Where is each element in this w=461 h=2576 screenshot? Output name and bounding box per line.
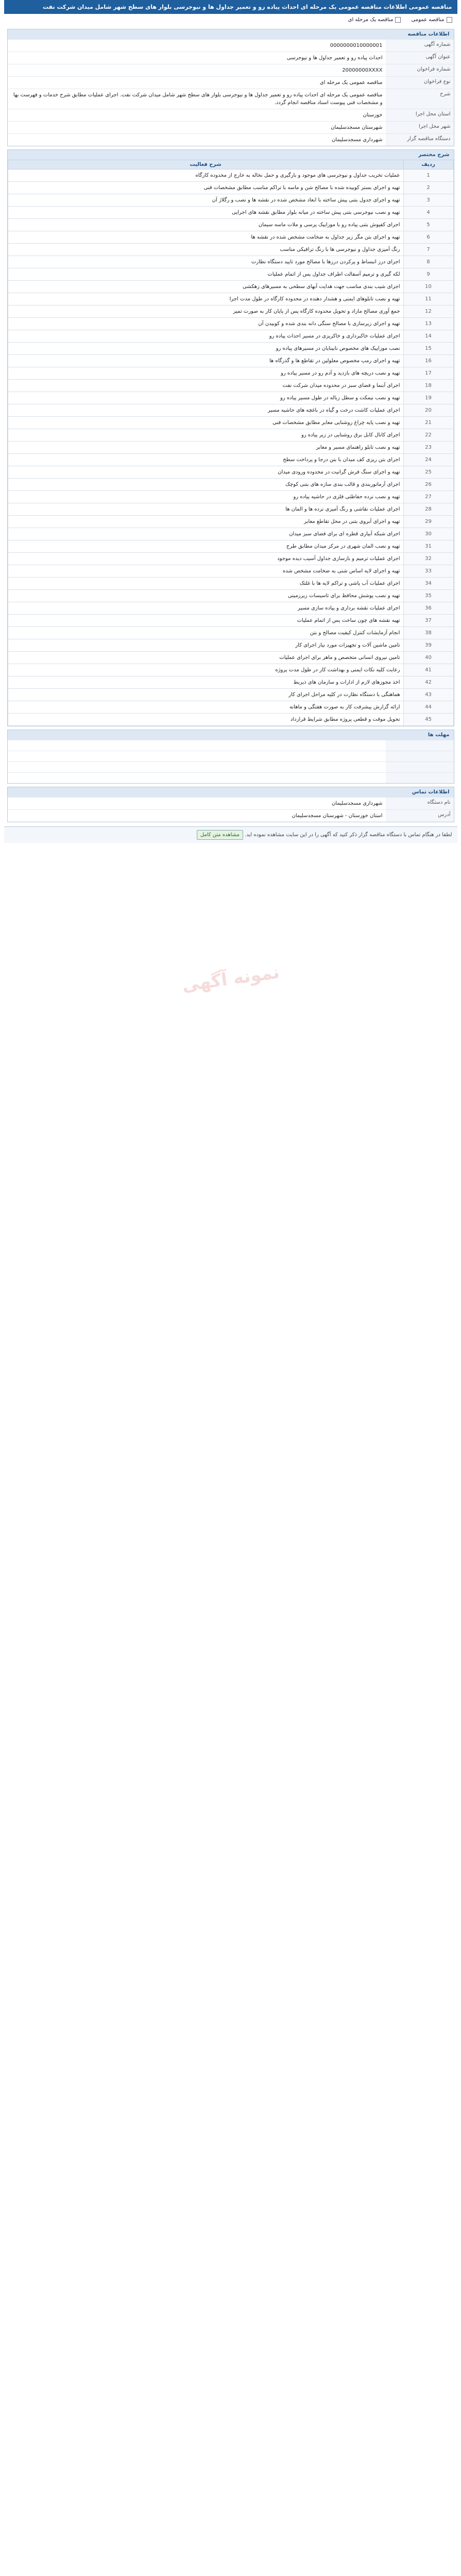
info-row: [8, 133, 454, 146]
table-row: [8, 466, 453, 479]
row-description: اجرای عملیات کاشت درخت و گیاه در باغچه های حاشیه مسیر: [8, 404, 403, 417]
row-number: 39: [403, 639, 453, 652]
row-description: انجام آزمایشات کنترل کیفیت مصالح و بتن: [8, 627, 403, 639]
table-row: [8, 652, 453, 664]
table-row: [8, 404, 453, 417]
items-section: [7, 149, 454, 726]
deadline-row: [8, 751, 454, 761]
row-number: 27: [403, 491, 453, 503]
table-row: [8, 417, 453, 429]
row-number: 42: [403, 676, 453, 689]
row-description: اجرای کفپوش بتنی پیاده رو با موزاییک پرسی و ملات ماسه سیمان: [8, 219, 403, 231]
info-label: عنوان آگهی: [386, 52, 454, 64]
deadline-value: [8, 740, 386, 751]
row-number: 2: [403, 182, 453, 194]
section-title: اطلاعات تماس: [8, 787, 454, 797]
row-number: 16: [403, 355, 453, 367]
table-row: [8, 219, 453, 231]
info-value: مناقصه عمومی یک مرحله ای: [319, 80, 383, 86]
row-description: تهیه و نصب تابلوهای ایمنی و هشدار دهنده در محدوده کارگاه در طول مدت اجرا: [8, 293, 403, 306]
row-description: تحویل موقت و قطعی پروژه مطابق شرایط قرارداد: [8, 714, 403, 726]
table-row: [8, 256, 453, 268]
table-row: [8, 182, 453, 194]
deadline-row: [8, 740, 454, 751]
row-description: تهیه و اجرای آبروی بتنی در محل تقاطع معابر: [8, 516, 403, 528]
row-description: تهیه و اجرای جدول بتنی پیش ساخته با ابعاد مشخص شده در نقشه ها و نصب و رگلاژ آن: [8, 194, 403, 207]
info-row: [8, 109, 454, 121]
info-label: شماره آگهی: [386, 40, 454, 52]
table-row: [8, 268, 453, 281]
row-number: 12: [403, 306, 453, 318]
row-number: 43: [403, 689, 453, 701]
row-description: لکه گیری و ترمیم آسفالت اطراف جداول پس از اتمام عملیات: [8, 268, 403, 281]
table-row: [8, 207, 453, 219]
row-description: تامین ماشین آلات و تجهیزات مورد نیاز اجرای کار: [8, 639, 403, 652]
table-row: [8, 231, 453, 244]
tender-info-section: [7, 29, 454, 146]
table-row: [8, 540, 453, 553]
page-title: مناقصه عمومی اطلاعات مناقصه عمومی یک مرحله ای احداث پیاده رو و تعمیر جداول ها و نیوجرسی بلوار های سطح شهر شامل میدان شرکت نفت: [4, 0, 457, 14]
info-value: احداث پیاده رو و تعمیر جداول ها و نیوجرسی: [286, 55, 383, 61]
info-rows: [8, 39, 454, 146]
table-row: [8, 602, 453, 615]
row-number: 11: [403, 293, 453, 306]
row-description: تهیه و اجرای بستر کوبیده شده با مصالح شن و ماسه با تراکم مناسب مطابق مشخصات فنی: [8, 182, 403, 194]
table-row: [8, 689, 453, 701]
deadline-label: [386, 762, 454, 772]
row-number: 31: [403, 540, 453, 553]
info-label: دستگاه مناقصه گزار: [386, 134, 454, 146]
row-description: اخذ مجوزهای لازم از ادارات و سازمان های ذیربط: [8, 676, 403, 689]
deadline-label: [386, 751, 454, 761]
table-row: [8, 318, 453, 330]
row-description: تهیه نقشه های چون ساخت پس از اتمام عملیات: [8, 615, 403, 627]
row-description: اجرای شبکه آبیاری قطره ای برای فضای سبز میدان: [8, 528, 403, 540]
row-number: 36: [403, 602, 453, 615]
checkbox-icon: [447, 17, 452, 23]
table-row: [8, 442, 453, 454]
row-description: رنگ آمیزی جداول و نیوجرسی ها با رنگ ترافیکی مناسب: [8, 244, 403, 256]
row-description: تهیه و نصب نیمکت و سطل زباله در طول مسیر پیاده رو: [8, 392, 403, 404]
row-description: اجرای کانال کابل برق روشنایی در زیر پیاده رو: [8, 429, 403, 442]
row-description: تهیه و نصب نیوجرسی بتنی پیش ساخته در میانه بلوار مطابق نقشه های اجرایی: [8, 207, 403, 219]
row-number: 38: [403, 627, 453, 639]
row-number: 33: [403, 565, 453, 578]
table-row: [8, 615, 453, 627]
row-description: اجرای آبنما و فضای سبز در محدوده میدان شرکت نفت: [8, 380, 403, 392]
deadline-value: [8, 762, 386, 772]
row-number: 10: [403, 281, 453, 293]
checkbox-label: مناقصه یک مرحله ای: [348, 17, 394, 23]
table-row: [8, 454, 453, 466]
row-description: تهیه و اجرای رمپ مخصوص معلولین در تقاطع ها و گذرگاه ها: [8, 355, 403, 367]
table-row: [8, 676, 453, 689]
row-description: ارائه گزارش پیشرفت کار به صورت هفتگی و ماهانه: [8, 701, 403, 714]
row-description: تهیه و نصب المان شهری در مرکز میدان مطابق طرح: [8, 540, 403, 553]
table-row: [8, 516, 453, 528]
contact-rows: [8, 797, 454, 822]
table-row: [8, 479, 453, 491]
table-row: [8, 701, 453, 714]
row-number: 26: [403, 479, 453, 491]
contact-value: شهرداری مسجدسلیمان: [332, 801, 383, 806]
table-row: [8, 503, 453, 516]
contact-section: [7, 787, 454, 822]
row-description: اجرای عملیات نقاشی و رنگ آمیزی نرده ها و المان ها: [8, 503, 403, 516]
column-header-desc: شرح فعالیت: [8, 160, 403, 170]
table-row: [8, 330, 453, 343]
row-number: 4: [403, 207, 453, 219]
row-description: اجرای درز انبساط و پرکردن درزها با مصالح مورد تایید دستگاه نظارت: [8, 256, 403, 268]
table-row: [8, 392, 453, 404]
row-description: تهیه و نصب پایه چراغ روشنایی معابر مطابق مشخصات فنی: [8, 417, 403, 429]
info-label: شرح: [386, 89, 454, 109]
row-number: 3: [403, 194, 453, 207]
row-description: تهیه و اجرای زیرسازی با مصالح سنگی دانه بندی شده و کوبیدن آن: [8, 318, 403, 330]
row-description: تهیه و نصب تابلو راهنمای مسیر و معابر: [8, 442, 403, 454]
row-number: 35: [403, 590, 453, 602]
row-description: هماهنگی با دستگاه نظارت در کلیه مراحل اجرای کار: [8, 689, 403, 701]
row-number: 8: [403, 256, 453, 268]
info-row: [8, 64, 454, 76]
row-number: 25: [403, 466, 453, 479]
info-row: [8, 39, 454, 52]
section-title: مهلت ها: [8, 730, 454, 740]
row-number: 1: [403, 170, 453, 182]
table-row: [8, 553, 453, 565]
footer-text: لطفا در هنگام تماس با دستگاه مناقصه گزار ذکر کنید که آگهی را در این سایت مشاهده نموده اید.: [245, 832, 452, 838]
deadline-value: [8, 773, 386, 783]
deadline-label: [386, 740, 454, 751]
table-row: [8, 565, 453, 578]
info-label: شماره فراخوان: [386, 64, 454, 76]
deadline-row: [8, 761, 454, 772]
row-number: 20: [403, 404, 453, 417]
row-number: 9: [403, 268, 453, 281]
deadlines-section: [7, 730, 454, 784]
table-row: [8, 627, 453, 639]
contact-row: [8, 797, 454, 809]
table-row: [8, 714, 453, 726]
table-row: [8, 590, 453, 602]
deadline-rows: [8, 740, 454, 783]
info-value: 20000000XXXX: [342, 67, 383, 73]
row-description: اجرای عملیات خاکبرداری و خاکریزی در مسیر احداث پیاده رو: [8, 330, 403, 343]
page: [4, 0, 457, 996]
row-number: 7: [403, 244, 453, 256]
column-header-num: ردیف: [403, 160, 453, 170]
row-number: 32: [403, 553, 453, 565]
contact-row: [8, 809, 454, 822]
row-description: جمع آوری مصالح مازاد و تحویل محدوده کارگاه پس از پایان کار به صورت تمیز: [8, 306, 403, 318]
checkbox-label: مناقصه عمومی: [411, 17, 445, 23]
checkbox-icon: [395, 17, 401, 23]
row-description: تامین نیروی انسانی متخصص و ماهر برای اجرای عملیات: [8, 652, 403, 664]
row-number: 15: [403, 343, 453, 355]
row-description: اجرای آرماتوربندی و قالب بندی سازه های بتنی کوچک: [8, 479, 403, 491]
contact-value: استان خوزستان - شهرستان مسجدسلیمان: [292, 813, 383, 819]
row-description: رعایت کلیه نکات ایمنی و بهداشت کار در طول مدت پروژه: [8, 664, 403, 676]
deadline-label: [386, 773, 454, 783]
row-number: 37: [403, 615, 453, 627]
table-row: [8, 306, 453, 318]
watermark: نمونه آگهی: [180, 961, 281, 996]
row-number: 41: [403, 664, 453, 676]
info-row: [8, 76, 454, 89]
info-value: مناقصه عمومی یک مرحله ای احداث پیاده رو و تعمیر جداول ها و نیوجرسی بلوار های سطح شهر شامل میدان شرکت نفت. اجرای عملیات مطابق شرح خدمات و فهرست بها و مشخصات فنی پیوست اسناد مناقصه انجام گردد.: [13, 92, 383, 106]
info-value: 0000000010000001: [330, 43, 383, 48]
row-number: 19: [403, 392, 453, 404]
table-row: [8, 664, 453, 676]
row-number: 6: [403, 231, 453, 244]
table-row: [8, 491, 453, 503]
section-title: اطلاعات مناقصه: [8, 29, 454, 39]
row-description: تهیه و اجرای بتن مگر زیر جداول به ضخامت مشخص شده در نقشه ها: [8, 231, 403, 244]
table-row: [8, 170, 453, 182]
info-row: [8, 52, 454, 64]
row-description: تهیه و اجرای لایه اساس شنی به ضخامت مشخص شده: [8, 565, 403, 578]
table-row: [8, 429, 453, 442]
deadline-value: [8, 751, 386, 761]
row-description: اجرای عملیات نقشه برداری و پیاده سازی مسیر: [8, 602, 403, 615]
table-row: [8, 639, 453, 652]
contact-label: آدرس: [386, 810, 454, 822]
row-number: 5: [403, 219, 453, 231]
row-number: 40: [403, 652, 453, 664]
table-row: [8, 281, 453, 293]
row-number: 24: [403, 454, 453, 466]
row-description: اجرای عملیات ترمیم و بازسازی جداول آسیب دیده موجود: [8, 553, 403, 565]
row-description: اجرای بتن ریزی کف میدان با بتن درجا و پرداخت سطح: [8, 454, 403, 466]
row-number: 23: [403, 442, 453, 454]
row-description: عملیات تخریب جداول و نیوجرسی های موجود و بارگیری و حمل نخاله به خارج از محدوده کارگاه: [8, 170, 403, 182]
row-number: 17: [403, 367, 453, 380]
one-stage-checkbox[interactable]: [348, 17, 401, 23]
row-number: 13: [403, 318, 453, 330]
row-description: تهیه و نصب پوشش محافظ برای تاسیسات زیرزمینی: [8, 590, 403, 602]
row-number: 18: [403, 380, 453, 392]
table-row: [8, 367, 453, 380]
row-number: 34: [403, 578, 453, 590]
info-value: خوزستان: [363, 112, 383, 118]
info-label: شهر محل اجرا: [386, 122, 454, 133]
table-row: [8, 194, 453, 207]
row-number: 28: [403, 503, 453, 516]
row-description: نصب موزاییک های مخصوص نابینایان در مسیرهای پیاده رو: [8, 343, 403, 355]
row-number: 29: [403, 516, 453, 528]
row-description: تهیه و نصب دریچه های بازدید و آدم رو در مسیر پیاده رو: [8, 367, 403, 380]
info-value: شهرداری مسجدسلیمان: [332, 137, 383, 143]
row-number: 14: [403, 330, 453, 343]
info-row: [8, 121, 454, 133]
view-full-button[interactable]: مشاهده متن کامل: [197, 830, 243, 840]
info-value: شهرستان مسجدسلیمان: [331, 125, 383, 130]
row-description: تهیه و نصب نرده حفاظتی فلزی در حاشیه پیاده رو: [8, 491, 403, 503]
items-table: [8, 160, 454, 726]
section-title: شرح مختصر: [8, 150, 454, 160]
row-number: 22: [403, 429, 453, 442]
open-tender-checkbox[interactable]: [411, 17, 452, 23]
row-number: 44: [403, 701, 453, 714]
table-row: [8, 244, 453, 256]
info-label: نوع فراخوان: [386, 77, 454, 89]
table-row: [8, 293, 453, 306]
footer-note: [4, 826, 457, 843]
row-description: تهیه و اجرای سنگ فرش گرانیت در محدوده ورودی میدان: [8, 466, 403, 479]
deadline-row: [8, 772, 454, 783]
table-row: [8, 528, 453, 540]
info-row: [8, 89, 454, 109]
row-number: 21: [403, 417, 453, 429]
contact-label: نام دستگاه: [386, 798, 454, 809]
info-label: استان محل اجرا: [386, 109, 454, 121]
row-number: 45: [403, 714, 453, 726]
row-description: اجرای عملیات آب پاشی و تراکم لایه ها با غلتک: [8, 578, 403, 590]
table-row: [8, 355, 453, 367]
table-row: [8, 380, 453, 392]
tender-type-checks: [4, 14, 457, 26]
table-row: [8, 343, 453, 355]
row-number: 30: [403, 528, 453, 540]
row-description: اجرای شیب بندی مناسب جهت هدایت آبهای سطحی به مسیرهای زهکشی: [8, 281, 403, 293]
table-row: [8, 578, 453, 590]
